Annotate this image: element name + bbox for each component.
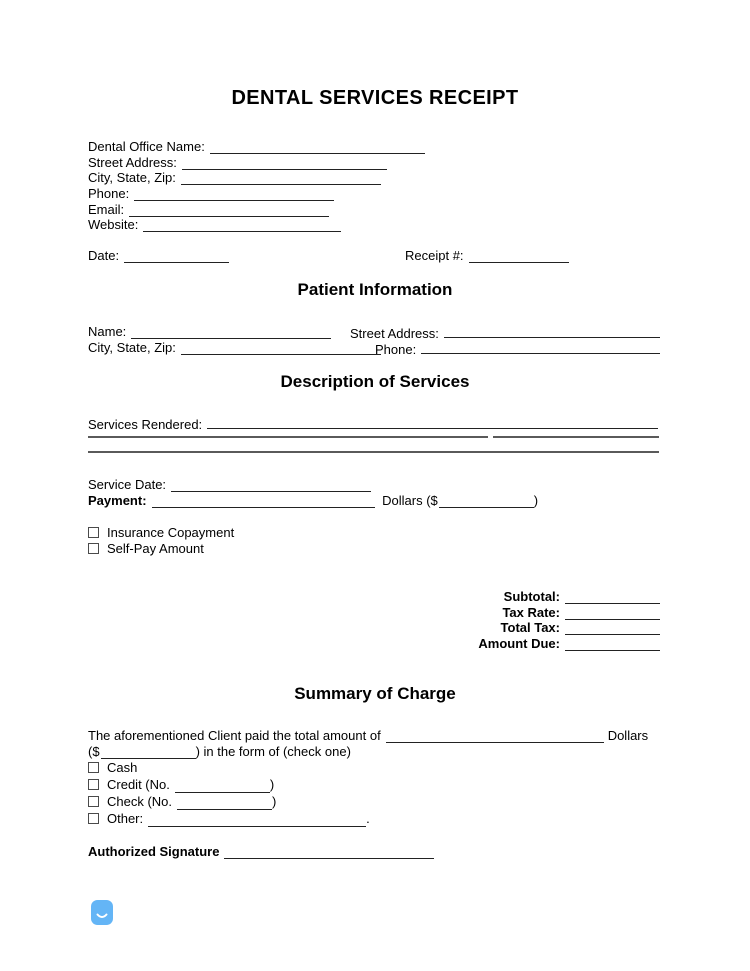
payment-row xyxy=(88,493,538,509)
office-website-row xyxy=(88,217,660,233)
smile-badge-icon-svg xyxy=(91,900,113,925)
services-rendered-label: Services Rendered: xyxy=(88,417,203,432)
patient-name-label: Name: xyxy=(88,324,127,339)
date-field[interactable] xyxy=(124,249,229,263)
patient-phone-field[interactable] xyxy=(421,340,660,354)
totals-section xyxy=(478,589,660,651)
service-date-row xyxy=(88,477,371,493)
self-pay-amount-label: Self-Pay Amount xyxy=(107,541,204,556)
services-rendered-row xyxy=(88,415,658,433)
services-extra-line-1[interactable] xyxy=(88,436,659,438)
patient-phone-label: Phone: xyxy=(375,342,417,357)
check-option[interactable] xyxy=(88,794,276,810)
total-tax-field[interactable] xyxy=(565,621,660,635)
payment-amount-numeric-field[interactable] xyxy=(439,494,534,508)
subtotal-row xyxy=(478,589,660,605)
patient-phone-group xyxy=(375,340,660,358)
office-street-field[interactable] xyxy=(182,156,387,170)
summary-amount-suffix: Dollars xyxy=(607,728,649,743)
authorized-signature-label: Authorized Signature xyxy=(88,844,220,859)
summary-amount-numeric-field[interactable] xyxy=(101,745,196,759)
office-name-label: Dental Office Name: xyxy=(88,139,205,154)
tax-rate-field[interactable] xyxy=(565,606,660,620)
meta-row xyxy=(88,248,660,264)
authorized-signature-row xyxy=(88,844,434,860)
patient-city-label: City, State, Zip: xyxy=(88,340,176,355)
office-city-field[interactable] xyxy=(181,171,381,185)
cash-checkbox-icon[interactable] xyxy=(88,762,99,773)
payment-dollars-prefix: Dollars ($ xyxy=(382,493,438,508)
patient-city-field[interactable] xyxy=(181,341,381,355)
summary-paren-suffix: ) in the form of (check one) xyxy=(195,743,351,759)
check-suffix: ) xyxy=(272,794,277,809)
cash-option[interactable] xyxy=(88,760,137,776)
credit-label: Credit (No. xyxy=(107,777,170,792)
office-email-field[interactable] xyxy=(129,203,329,217)
receipt-number-label: Receipt #: xyxy=(405,248,464,263)
office-street-label: Street Address: xyxy=(88,154,177,170)
office-website-field[interactable] xyxy=(143,218,341,232)
receipt-number-group xyxy=(405,248,569,264)
summary-amount-prefix: The aforementioned Client paid the total amount of xyxy=(88,728,381,743)
service-date-label: Service Date: xyxy=(88,477,167,492)
smile-badge-icon xyxy=(91,900,113,925)
tax-rate-label: Tax Rate: xyxy=(502,604,560,620)
description-of-services-heading: Description of Services xyxy=(280,372,470,391)
insurance-copayment-option[interactable] xyxy=(88,525,234,541)
authorized-signature-field[interactable] xyxy=(224,845,434,859)
summary-of-charge-heading: Summary of Charge xyxy=(294,684,456,703)
office-website-label: Website: xyxy=(88,217,139,233)
office-info-section xyxy=(88,139,660,233)
office-email-label: Email: xyxy=(88,201,125,217)
credit-checkbox-icon[interactable] xyxy=(88,779,99,790)
self-pay-amount-checkbox-icon[interactable] xyxy=(88,543,99,554)
amount-due-row xyxy=(478,636,660,652)
subtotal-label: Subtotal: xyxy=(503,589,560,604)
services-extra-line-2[interactable] xyxy=(88,451,659,453)
patient-information-heading: Patient Information xyxy=(297,280,453,299)
office-name-field[interactable] xyxy=(210,140,425,154)
office-phone-label: Phone: xyxy=(88,186,130,202)
service-date-field[interactable] xyxy=(171,478,371,492)
self-pay-amount-option[interactable] xyxy=(88,541,204,557)
office-name-row xyxy=(88,139,660,155)
check-checkbox-icon[interactable] xyxy=(88,796,99,807)
total-tax-row xyxy=(478,620,660,636)
office-street-row xyxy=(88,155,660,171)
payment-amount-words-field[interactable] xyxy=(152,494,375,508)
rule-segment xyxy=(88,436,488,438)
amount-due-field[interactable] xyxy=(565,637,660,651)
office-city-label: City, State, Zip: xyxy=(88,170,176,186)
check-label: Check (No. xyxy=(107,794,173,809)
patient-row-2 xyxy=(88,340,660,356)
credit-number-field[interactable] xyxy=(175,779,270,793)
summary-amount-words-field[interactable] xyxy=(386,729,604,743)
other-description-field[interactable] xyxy=(148,813,366,827)
patient-street-field[interactable] xyxy=(444,324,660,338)
office-email-row xyxy=(88,202,660,218)
payment-dollars-suffix: ) xyxy=(533,493,539,508)
summary-paren-prefix: ($ xyxy=(88,743,100,759)
rule-segment xyxy=(493,436,659,438)
cash-label: Cash xyxy=(107,760,138,775)
total-tax-label: Total Tax: xyxy=(500,620,560,635)
payment-label: Payment: xyxy=(88,493,147,508)
tax-rate-row xyxy=(478,605,660,621)
patient-name-field[interactable] xyxy=(131,325,331,339)
credit-option[interactable] xyxy=(88,777,274,793)
other-checkbox-icon[interactable] xyxy=(88,813,99,824)
patient-row-1 xyxy=(88,324,660,340)
check-number-field[interactable] xyxy=(177,796,272,810)
insurance-copayment-label: Insurance Copayment xyxy=(107,525,235,540)
services-rendered-field[interactable] xyxy=(207,415,658,429)
office-phone-field[interactable] xyxy=(134,187,334,201)
office-phone-row xyxy=(88,186,660,202)
other-option[interactable] xyxy=(88,811,370,827)
other-suffix: . xyxy=(366,811,370,826)
receipt-number-field[interactable] xyxy=(469,249,569,263)
insurance-copayment-checkbox-icon[interactable] xyxy=(88,527,99,538)
other-label: Other: xyxy=(107,811,144,826)
summary-paragraph xyxy=(88,728,660,759)
date-label: Date: xyxy=(88,248,120,263)
page-title: DENTAL SERVICES RECEIPT xyxy=(231,87,519,109)
office-city-row xyxy=(88,170,660,186)
credit-suffix: ) xyxy=(269,777,275,792)
amount-due-label: Amount Due: xyxy=(478,635,560,651)
patient-street-label: Street Address: xyxy=(350,326,439,341)
subtotal-field[interactable] xyxy=(565,590,660,604)
